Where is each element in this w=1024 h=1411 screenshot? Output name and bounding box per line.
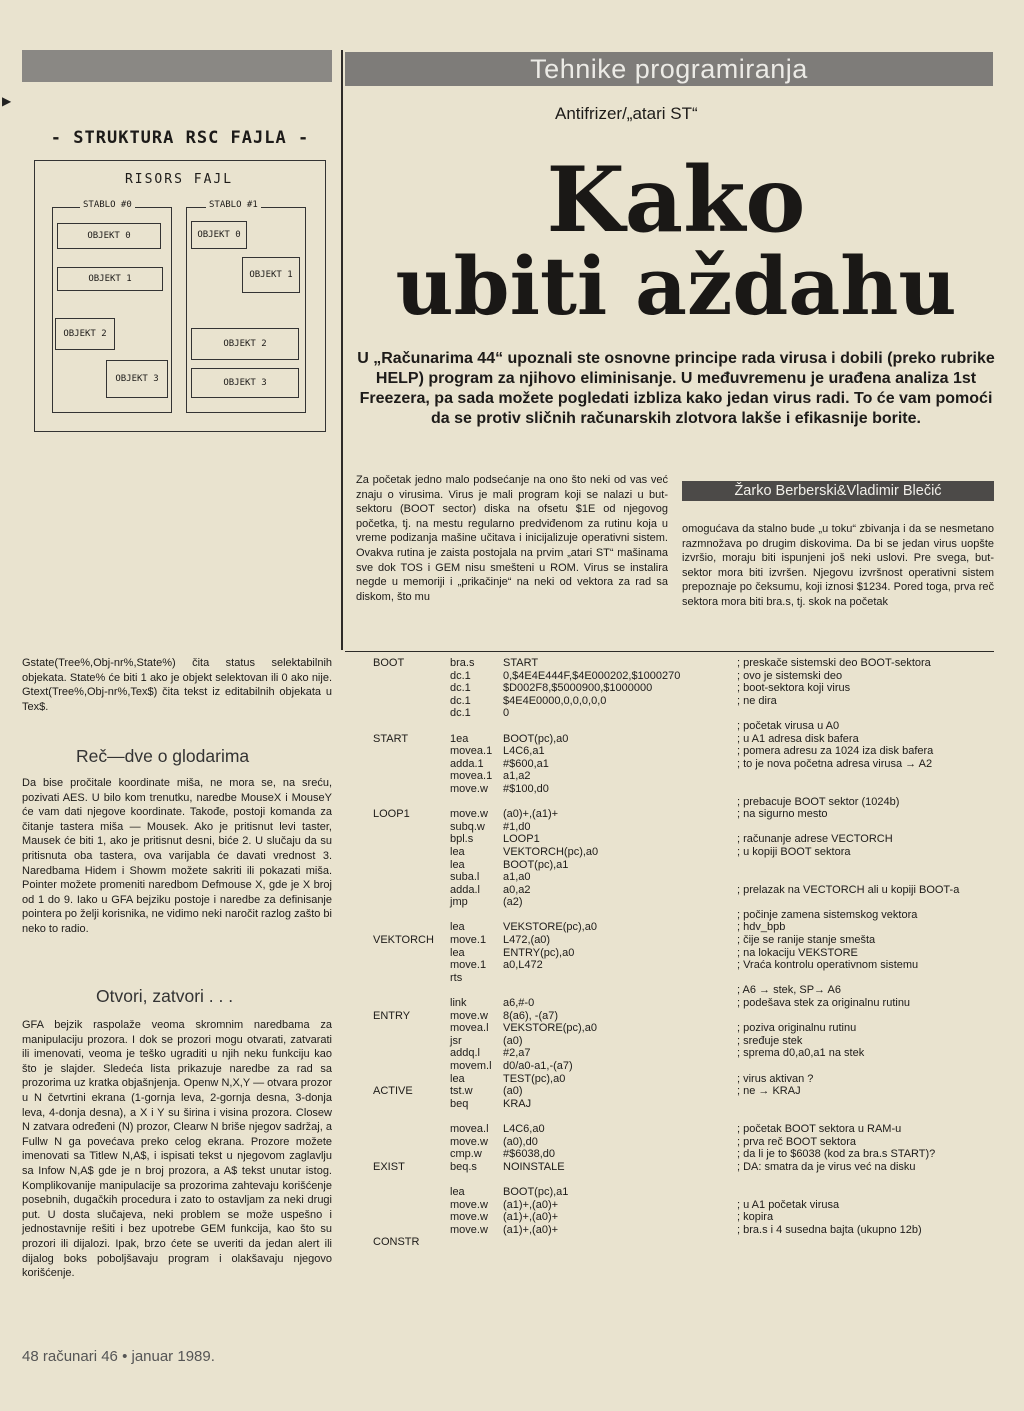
- article-lead: U „Računarima 44“ upoznali ste osnovne principe rada virusa i dobili (preko rubrike HELP) program za njihovo eliminisanje. U međuvremenu je urađena analiza 1st Freezera, pa sada možete pogledati izbliza kako jedan virus radi. To će vam pomoći da se protiv sličnih računarskih zlotvora lakše i efikasnije borite.: [357, 350, 995, 427]
- left-heading-2: Otvori, zatvori . . .: [96, 986, 234, 1006]
- code-comments: ; preskače sistemski deo BOOT-sektora ; ovo je sistemski deo ; boot-sektora koji virus ; ne dira ; početak virusa u A0 ; u A1 adresa disk bafera ; pomera adresu za 1024 iza disk bafera ; to je nova početna adresa virusa → A2 ; prebacuje BOOT sektor (1024b) ; na sigurno mesto ; računanje adrese VECTORCH ; u kopiji BOOT sektora ; prelazak na VECTORCH ali u kopiji BOOT-a ; počinje zamena sistemskog vektora ; hdv_bpb ; čije se ranije stanje smešta ; na lokaciju VEKSTORE ; Vraća kontrolu operativnom sistemu ; A6 → stek, SP→ A6 ; podešava stek za originalnu rutinu ; poziva originalnu rutinu ; sređuje stek ; sprema d0,a0,a1 na stek ; virus aktivan ? ; ne → KRAJ ; početak BOOT sektora u RAM-u ; prva reč BOOT sektora ; da li je to $6038 (kod za bra.s START)? ; DA: smatra da je virus već na disku ; u A1 početak virusa ; kopira ; bra.s i 4 susedna bajta (ukupno 12b): [737, 657, 960, 1236]
- left-heading-1: Reč—dve o glodarima: [76, 746, 250, 766]
- column-divider: [341, 50, 343, 650]
- left-paragraph-1: Da bise pročitale koordinate miša, ne mora se, na sreću, pozivati AES. U bilo kom trenutku, naredbe MouseX i MouseY će vam dati njegove koordinate. Takođe, postoji komanda za čitanje tastera miša — Mousek. Ako je pritisnut levi taster, Mausek će biti 1, ako je pritisnut desni, biće 2. U slučaju da su pritisnuta oba tastera, ova varijabla će davati vrednost 3. Naredbama Hidem i Showm možete sakriti ili pokazati miša. Pointer možete promeniti naredbom Defmouse X, gde je X broj od 1 do 9. Iako u GFA bejziku postoje i naredbe za definisanje pointera po želji korisnika, ne vidimo neki naročit razlog zašto bi neko to radio.: [22, 777, 332, 935]
- code-top-rule: [345, 651, 994, 652]
- code-operands: START 0,$4E4E444F,$4E000202,$1000270 $D002F8,$5000900,$1000000 $4E4E0000,0,0,0,0,0 0 BOOT(pc),a0 L4C6,a1 #$600,a1 a1,a2 #$100,d0 (a0)+,(a1)+ #1,d0 LOOP1 VEKTORCH(pc),a0 BOOT(pc),a1 a1,a0 a0,a2 (a2) VEKSTORE(pc),a0 L472,(a0) ENTRY(pc),a0 a0,L472 a6,#-0 8(a6), -(a7) VEKSTORE(pc),a0 (a0) #2,a7 d0/a0-a1,-(a7) TEST(pc),a0 (a0) KRAJ L4C6,a0 (a0),d0 #$6038,d0 NOINSTALE BOOT(pc),a1 (a1)+,(a0)+ (a1)+,(a0)+ (a1)+,(a0)+: [503, 657, 681, 1236]
- article-title-line2: ubiti aždahu: [395, 239, 957, 333]
- tree-0-object-2: OBJEKT 2: [55, 318, 115, 350]
- tree-0-object-0: OBJEKT 0: [57, 223, 161, 249]
- tree-1-object-1: OBJEKT 1: [242, 257, 300, 293]
- code-opcodes: bra.s dc.1 dc.1 dc.1 dc.1 1ea movea.1 adda.1 movea.1 move.w move.w subq.w bpl.s lea lea suba.l adda.l jmp lea move.1 lea move.1 rts link move.w movea.l jsr addq.l movem.l lea tst.w beq movea.l move.w cmp.w beq.s lea move.w move.w move.w: [450, 657, 493, 1236]
- arrow-right-icon: ▶: [2, 94, 12, 108]
- section-title: Tehnike programiranja: [345, 52, 993, 86]
- tree-1-object-2: OBJEKT 2: [191, 328, 299, 360]
- diagram-title: - STRUKTURA RSC FAJLA -: [50, 128, 310, 148]
- tree-0-object-1: OBJEKT 1: [57, 267, 163, 291]
- article-subtitle: Antifrizer/„atari ST“: [555, 104, 698, 123]
- diagram-file-label: RISORS FAJL: [124, 172, 234, 187]
- page-footer: 48 računari 46 • januar 1989.: [22, 1348, 215, 1365]
- tree-0-label: STABLO #0: [80, 200, 135, 210]
- article-title-line1: Kako: [546, 147, 806, 253]
- header-grey-band: [22, 50, 332, 82]
- article-column-middle: Za početak jedno malo podsećanje na ono što neki od vas već znaju o virusima. Virus je mali program koji se nalazi u but-sektoru (BOOT sector) diska na ofsetu $1E od njegovog početka, tj. na mestu regularno predviđenom za rutinu koja u vreme podizanja mašine učitava i inicijalizuje operativni sistem. Ovakva rutina je zaista postojala na prvim „atari ST“ mašinama sve dok TOS i GEM nisu smešteni u ROM. Virus se instalira negde u memoriji i „prikačinje“ na neki od vektora za rad sa diskom, što mu: [356, 474, 668, 603]
- left-column-intro: Gstate(Tree%,Obj-nr%,State%) čita status selektabilnih objekata. State% će biti 1 ako je objekt selektovan ili 0 ako nije. Gtext(Tree%,Obj-nr%,Tex$) čita tekst iz editabilnih objekata u Tex$.: [22, 657, 332, 713]
- article-authors: Žarko Berberski&Vladimir Blečić: [682, 481, 994, 501]
- tree-0-object-3: OBJEKT 3: [106, 360, 168, 398]
- tree-1-label: STABLO #1: [206, 200, 261, 210]
- code-labels: BOOT START LOOP1 VEKTORCH ENTRY ACTIVE EXIST CONSTR: [373, 657, 434, 1249]
- tree-1-object-0: OBJEKT 0: [191, 221, 247, 249]
- left-paragraph-2: GFA bejzik raspolaže veoma skromnim naredbama za manipulaciju prozora. I dok se prozori mogu otvarati, zatvarati ili imenovati, veoma je teško ugraditi u njih neku funkciju kao što je slajder. Sledeća lista prikazuje naredbe za rad sa prozorima uz kratka objašnjenja. Openw N,X,Y — otvara prozor u N četvrtini ekrana (1-gornja leva, 2-gornja desna, 3-donja leva, 4-donja desna), a X i Y su širina i visina prozora. Closew N zatvara određeni (N) prozor, Clearw N briše njegov sadržaj, a Fullw N ga povećava preko celog ekrana. Prozore možete imenovati sa Titlew N,A$, i ispisati tekst u njegovom zaglavlju sa Infow N,A$ gde je n broj prozora, a A$ tekst unutar istog. Komplikovanije manipulacije sa prozorima zahtevaju korišćenje posebnih, dugačkih procedura i zato to ostavljam za neki drugi put. U dosta slučajeva, neki problem se može uspešno i jednostavnije rešiti i bez upotrebe GEM funkcija, kao što su prozori ili dijalozi. Ipak, brzo ćete se uveriti da jedan alert ili dijalog boks poboljšavaju program i olakšavaju njegovo korišćenje.: [22, 1019, 332, 1280]
- tree-1-object-3: OBJEKT 3: [191, 368, 299, 398]
- article-column-right: omogućava da stalno bude „u toku“ zbivanja i da se nesmetano razmnožava po drugim diskovima. Da bi se jedan virus uopšte izvršio, moraju biti ispunjeni još neki uslovi. Pre svega, but-sektor mora biti izvršen. Njegovu izvršnost operativni sistem prepoznaje po čeksumu, koji iznosi $1234. Pored toga, prva reč sektora mora biti bra.s, tj. skok na početak: [682, 523, 994, 608]
